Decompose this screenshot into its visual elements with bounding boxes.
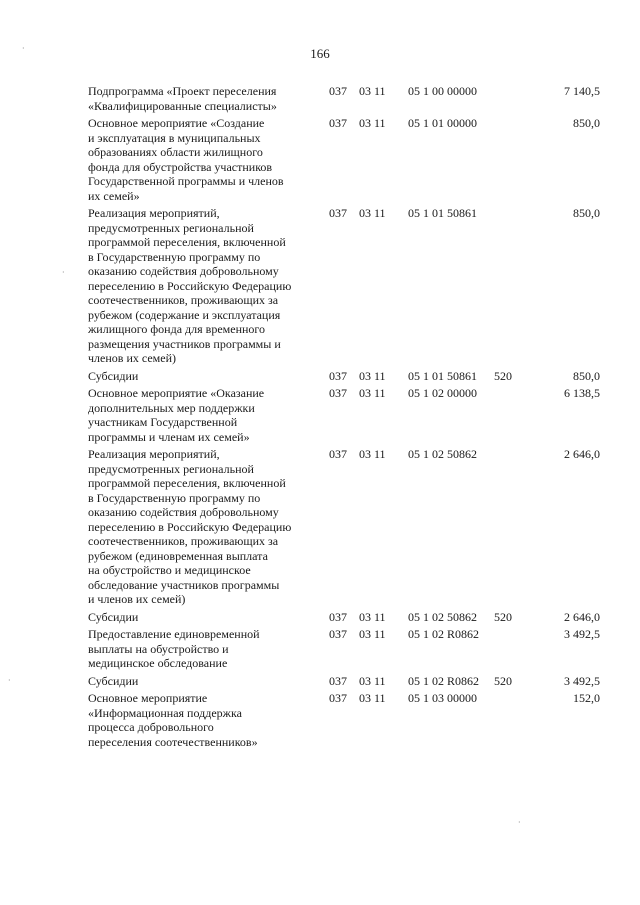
ministry-code: 037 <box>329 447 347 461</box>
scan-speck: · <box>8 676 11 685</box>
program-code: 05 1 02 00000 <box>408 386 477 400</box>
section-code: 03 11 <box>359 206 386 220</box>
row-name: Субсидии <box>88 368 139 383</box>
amount: 3 492,5 <box>564 627 600 641</box>
expense-type-code: 520 <box>494 673 512 688</box>
program-code: 05 1 03 00000 <box>408 691 477 705</box>
section-code: 03 11 <box>359 116 386 130</box>
program-code: 05 1 01 00000 <box>408 116 477 130</box>
section-code: 03 11 <box>359 447 386 461</box>
row-name: Основное мероприятие «Оказание дополнительных мер поддержки участникам Государственной программы и членам их семей» <box>88 386 265 444</box>
table-row <box>88 369 600 384</box>
row-name: Реализация мероприятий, предусмотренных региональной программой переселения, включенной в Государственную программу по оказанию содействия добровольному переселению в Российскую Федерацию соотечественников, проживающих за рубежом (содержание и эксплуатация жилищного фонда для временного размещения участников программы и членов их семей) <box>88 206 292 365</box>
scan-speck: · <box>22 44 25 53</box>
row-name: Реализация мероприятий, предусмотренных региональной программой переселения, включенной в Государственную программу по оказанию содействия добровольному переселению в Российскую Федерацию соотечественников, проживающих за рубежом (единовременная выплата на обустройство и медицинское обследование участников программы и членов их семей) <box>88 447 292 606</box>
program-code: 05 1 02 50862 <box>408 447 477 461</box>
program-code: 05 1 02 R0862 <box>408 627 480 641</box>
ministry-code: 037 <box>329 206 347 220</box>
amount: 152,0 <box>573 691 600 705</box>
program-code: 05 1 01 50861 <box>408 206 477 220</box>
section-code: 03 11 <box>359 368 386 383</box>
page-number: 166 <box>310 46 330 61</box>
program-code: 05 1 02 50862 <box>408 609 477 624</box>
row-name: Субсидии <box>88 609 139 624</box>
table-row <box>88 206 600 366</box>
scan-speck: · <box>62 268 65 277</box>
row-name: Подпрограмма «Проект переселения «Квалифицированные специалисты» <box>88 84 277 113</box>
table-row <box>88 674 600 689</box>
amount: 850,0 <box>573 206 600 220</box>
scan-speck: · <box>518 818 521 827</box>
ministry-code: 037 <box>329 627 347 641</box>
ministry-code: 037 <box>329 116 347 130</box>
table-row <box>88 386 600 444</box>
row-name: Основное мероприятие «Информационная поддержка процесса добровольного переселения соотечественников» <box>88 691 258 749</box>
table-row <box>88 116 600 203</box>
section-code: 03 11 <box>359 627 386 641</box>
ministry-code: 037 <box>329 609 347 624</box>
amount: 3 492,5 <box>564 673 600 688</box>
program-code: 05 1 02 R0862 <box>408 673 480 688</box>
amount: 850,0 <box>573 116 600 130</box>
amount: 2 646,0 <box>564 447 600 461</box>
section-code: 03 11 <box>359 386 386 400</box>
table-row <box>88 447 600 607</box>
expense-type-code: 520 <box>494 368 512 383</box>
amount: 6 138,5 <box>564 386 600 400</box>
ministry-code: 037 <box>329 368 347 383</box>
table-row <box>88 627 600 671</box>
ministry-code: 037 <box>329 673 347 688</box>
row-name: Основное мероприятие «Создание и эксплуатация в муниципальных образованиях области жилищного фонда для обустройства участников Государственной программы и членов их семей» <box>88 116 284 203</box>
ministry-code: 037 <box>329 84 347 98</box>
amount: 850,0 <box>573 368 600 383</box>
program-code: 05 1 00 00000 <box>408 84 477 98</box>
section-code: 03 11 <box>359 691 386 705</box>
ministry-code: 037 <box>329 386 347 400</box>
section-code: 03 11 <box>359 673 386 688</box>
program-code: 05 1 01 50861 <box>408 368 477 383</box>
table-row <box>88 610 600 625</box>
section-code: 03 11 <box>359 84 386 98</box>
section-code: 03 11 <box>359 609 386 624</box>
expense-type-code: 520 <box>494 609 512 624</box>
table-row <box>88 84 600 113</box>
amount: 7 140,5 <box>564 84 600 98</box>
ministry-code: 037 <box>329 691 347 705</box>
row-name: Предоставление единовременной выплаты на обустройство и медицинское обследование <box>88 627 260 670</box>
budget-table <box>88 84 600 752</box>
table-row <box>88 691 600 749</box>
row-name: Субсидии <box>88 673 139 688</box>
amount: 2 646,0 <box>564 609 600 624</box>
